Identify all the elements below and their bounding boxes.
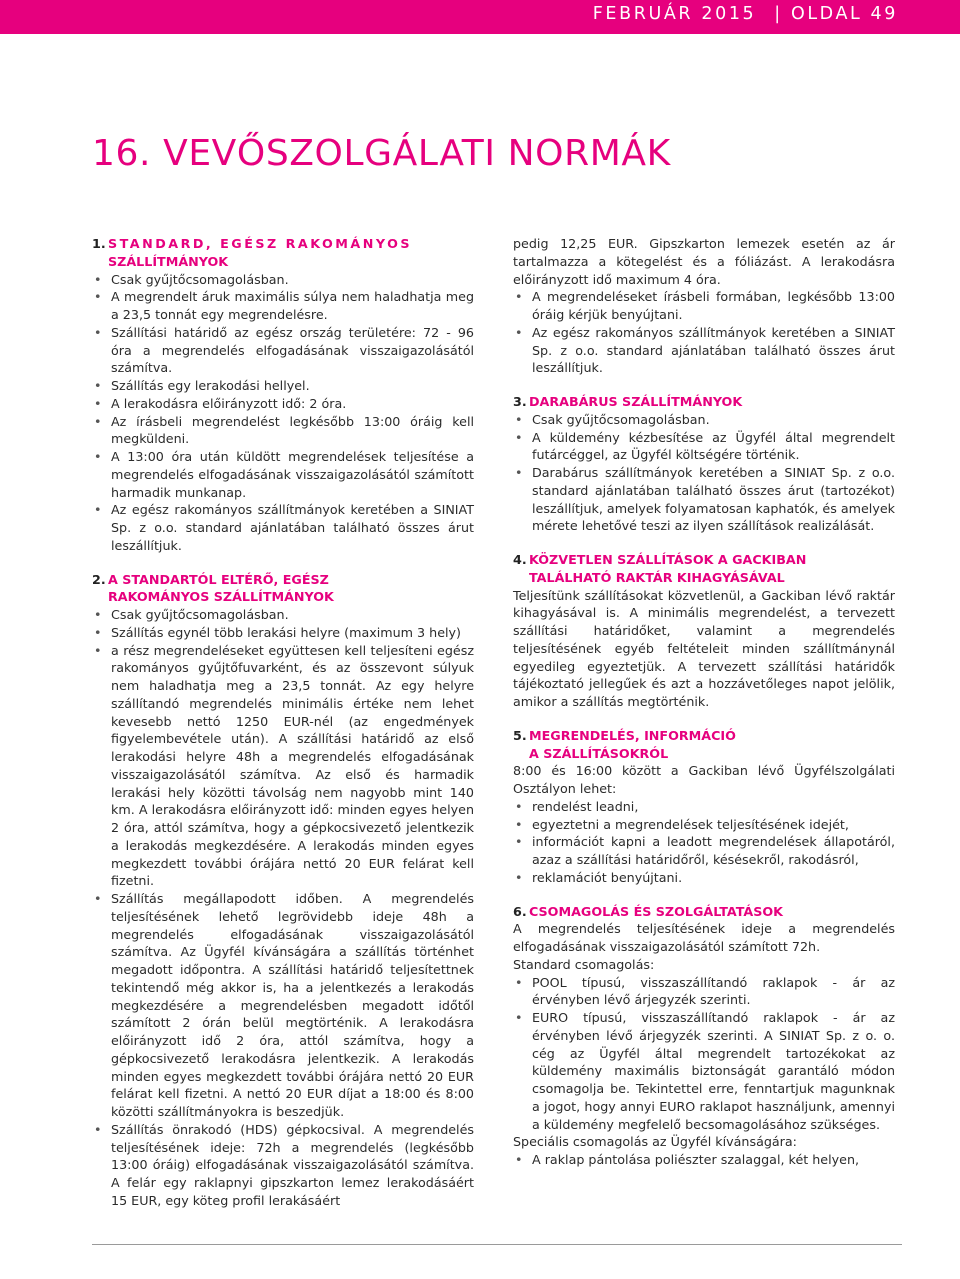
section-2-heading-line-2: RAKOMÁNYOS SZÁLLÍTMÁNYOK [108,589,334,605]
list-item: • Csak gyűjtőcsomagolásban. [92,606,474,624]
left-column [92,235,474,1210]
section-5-list [513,798,895,887]
header-page-number: | OLDAL 49 [774,4,898,24]
section-3-list [513,411,895,535]
section-5-intro: 8:00 és 16:00 között a Gackiban lévő Ügyfélszolgálati Osztályon lehet: [513,763,895,796]
section-5 [513,727,895,887]
list-item: • rendelést leadni, [513,798,895,816]
section-6 [513,903,895,1169]
section-3-number: 3. [513,394,527,409]
list-item: • A raklap pántolása poliészter szalaggal, két helyen, [513,1151,895,1169]
section-4-heading [513,551,895,587]
list-item: • A lerakodásra előirányzott idő: 2 óra. [92,395,474,413]
list-item: • Darabárus szállítmányok keretében a SINIAT Sp. z o.o. standard ajánlatában található összes árut (tartozékot) leszállítjuk, amelyek folyamatosan kaphatók, és amelyek mérete lehetővé teszi az ilyen szállítások realizálását. [513,464,895,535]
list-item: • A megrendelt áruk maximális súlya nem haladhatja meg a 23,5 tonnát egy megrendelésre. [92,288,474,324]
special-packaging-label: Speciális csomagolás az Ügyfél kívánságára: [513,1134,797,1150]
section-2-continued [513,235,895,377]
list-item: • Az írásbeli megrendelést legkésőbb 13:00 óráig kell megküldeni. [92,413,474,449]
section-5-heading-line-2: A SZÁLLÍTÁSOKRÓL [529,745,669,761]
continued-list [513,288,895,377]
section-2-number: 2. [92,571,106,587]
section-5-number: 5. [513,727,527,743]
list-item: • Az egész rakományos szállítmányok keretében a SINIAT Sp. z o.o. standard ajánlatában található összes árut leszállítjuk. [92,501,474,554]
section-2-list [92,606,474,1210]
list-item: • A megrendeléseket írásbeli formában, legkésőbb 13:00 óráig kérjük benyújtani. [513,288,895,324]
section-4 [513,551,895,711]
header-bar [0,0,960,34]
section-1-heading-line-1: STANDARD, EGÉSZ RAKOMÁNYOS [108,236,412,251]
section-1-list [92,271,474,555]
list-item: • Szállítás megállapodott időben. A megrendelés teljesítésének lehető legrövidebb ideje 48h a megrendelés elfogadásának visszaigazolásától számítva. Az Ügyfél kívánságára a szállítás történhet megadott időpontra. A szállítási határidő teljesítettnek tekintendő még akkor is, ha a jelentkezés a lerakodás megkezdésére a megrendelésben megadott időtől számított 2 órán belül megtörténik. A lerakodásra előirányzott idő 2 óra, attól számítva, hogy a gépkocsivezető lerakodásra jelentkezik. A lerakodás minden egyes megkezdett további órájára nettó 20 EUR felárat kell fizetni. A nettó 20 EUR díjat a 18:00 és 8:00 közötti szállítmányokra is beszedjük. [92,890,474,1121]
section-6-number: 6. [513,903,527,919]
section-4-number: 4. [513,552,527,567]
standard-packaging-label: Standard csomagolás: [513,956,655,972]
list-item: • Az egész rakományos szállítmányok keretében a SINIAT Sp. z o.o. standard ajánlatában található összes árut leszállítjuk. [513,324,895,377]
section-1-heading [92,235,474,271]
list-item: • POOL típusú, visszaszállítandó raklapok - ár az érvényben lévő árjegyzék szerinti. [513,974,895,1010]
list-item: • A 13:00 óra után küldött megrendelések teljesítése a megrendelés elfogadásának visszaigazolásától számított harmadik munkanap. [92,448,474,501]
list-item: • reklamációt benyújtani. [513,869,895,887]
page-header [593,4,898,24]
list-item: • Szállítás egynél több lerakási helyre (maximum 3 hely) [92,624,474,642]
section-5-heading-line-1: MEGRENDELÉS, INFORMÁCIÓ [529,727,736,743]
section-5-heading [513,727,895,763]
list-item: • Csak gyűjtőcsomagolásban. [513,411,895,429]
header-date: FEBRUÁR 2015 [592,4,757,24]
list-item: • Szállítás önrakodó (HDS) gépkocsival. A megrendelés teljesítésének ideje: 72h a megrendelés (legkésőbb 13:00 óráig) elfogadásának visszaigazolásától számítva. A felár egy raklapnyi gipszkarton lemez lerakodásáért 15 EUR, egy köteg profil lerakásáért [92,1121,474,1210]
section-3-heading-line-1: DARABÁRUS SZÁLLÍTMÁNYOK [529,394,743,409]
section-4-heading-line-2: TALÁLHATÓ RAKTÁR KIHAGYÁSÁVAL [529,569,785,585]
footer-rule [92,1244,902,1245]
section-4-paragraph: Teljesítünk szállításokat közvetlenül, a Gackiban lévő raktár kihagyásával is. A minimális megrendelést, a tervezett szállítási határidőket, valamint a megrendelés teljesítésének egyéb feltételeit minden szállítmánynál egyedileg egyeztetjük. A tervezett szállítási határidők tájékoztató jellegűek és azt a hozzávetőleges napot jelölik, amikor a szállítás megtörténik. [513,587,895,709]
section-1-number: 1. [92,236,106,251]
section-6-intro: A megrendelés teljesítésének ideje a megrendelés elfogadásának visszaigazolásától számított 72h. [513,921,895,954]
section-6-heading-line-1: CSOMAGOLÁS ÉS SZOLGÁLTATÁSOK [529,903,783,919]
list-item: • Csak gyűjtőcsomagolásban. [92,271,474,289]
list-item: • EURO típusú, visszaszállítandó raklapok - ár az érvényben lévő árjegyzék szerinti. A SINIAT Sp. z o. o. cég az Ügyfél által megrendelt tartozékokat az küldemény maximális biztonságát garantáló módon csomagolja be. Tekintettel erre, fenntartjuk magunknak a jogot, hogy annyi EURO raklapot használjunk, amennyi a küldemény megfelelő becsomagolásához szükséges. [513,1009,895,1133]
section-3-heading [513,393,895,411]
list-item: • információt kapni a leadott megrendelések állapotáról, azaz a szállítási határidőről, késésekről, rakodásról, [513,833,895,869]
right-column [513,235,895,1169]
standard-packaging-list [513,974,895,1134]
continued-paragraph: pedig 12,25 EUR. Gipszkarton lemezek esetén az ár tartalmazza a kötegelést és a fóliázást. A lerakodásra előirányzott idő maximum 4 óra. [513,236,895,287]
section-2-heading [92,571,474,607]
list-item: • A küldemény kézbesítése az Ügyfél által megrendelt futárcéggel, az Ügyfél költségére történik. [513,429,895,465]
section-1-heading-line-2: SZÁLLÍTMÁNYOK [108,253,229,269]
list-item: • a rész megrendeléseket együttesen kell teljesíteni egész rakományos gyűjtőfuvarként, és az összevont súlyuk nem haladhatja meg a 23,5 tonnát. Az egy helyre szállítandó megrendelés minimális értéke nem lehet kevesebb nettó 1250 EUR-nél (az engedmények figyelembevétele után). A szállítási határidő az első lerakodási helyre 48h a megrendelés elfogadásának visszaigazolásától számítva. Az első és harmadik lerakási hely közötti távolság nem nagyobb mint 140 km. A lerakodásra előirányzott idő: minden egyes helyen 2 óra, attól számítva, hogy a gépkocsivezető jelentkezik a lerakodás megkezdésére. A lerakodás minden egyes megkezdett további órájára nettó 20 EUR felárat kell fizetni. [92,642,474,891]
list-item: • Szállítási határidő az egész ország területére: 72 - 96 óra a megrendelés elfogadásának visszaigazolásától számítva. [92,324,474,377]
section-2-heading-line-1: A STANDARTÓL ELTÉRŐ, EGÉSZ [108,571,329,587]
section-2 [92,571,474,1210]
list-item: • egyeztetni a megrendelések teljesítésének idejét, [513,816,895,834]
section-6-heading [513,903,895,921]
section-1 [92,235,474,555]
section-3 [513,393,895,535]
special-packaging-list [513,1151,895,1169]
section-4-heading-line-1: KÖZVETLEN SZÁLLÍTÁSOK A GACKIBAN [529,552,807,567]
list-item: • Szállítás egy lerakodási hellyel. [92,377,474,395]
page-title: 16. VEVŐSZOLGÁLATI NORMÁK [92,133,671,174]
